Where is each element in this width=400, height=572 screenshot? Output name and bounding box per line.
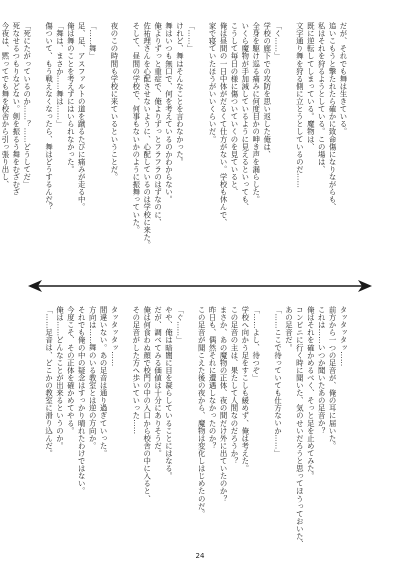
lower-text-block: タッタッタッ…… 前方から一つの足音が、俺の耳に届いた。 これは……いつか聞いたあの足音か？ 俺はそれを確かめるべく、そっと足を止めてみた。 コンビニに行く時に聞いた、気のせいだろうと思ってほうっておいた、 あの足音だ。 「……ここで待っていても仕方ないか……」 「……よし、待つぞ」 学校へ向かう足をすこしも緩めず、俺は考えた。 この足音の主は、果たして人間なのだろうか？ まさか、あの魔物の正体、夜の間だけ外に出ていたのか？ 昨日も、偶然それに遭遇しなかったのか？ この足音が聞こえた後の夜から、魔物は変化しはじめたのだ。 「ぐ……」 やや、俺は暗闇に目を凝らしていることにはなる。 だが、調べてみる価値は十分にありそうだ。 俺は何食わぬ顔で校門の中の入口から校舎の中に入ると、 その足音がした方へ歩いていった…… タッタッタッ…… 間違いない。あの足音は通り過ぎていった。 方向は……舞のいる教室とは逆の方向か。 それでも俺の中の疑念はすっかり晴れたわけではない。 今度こそ、その正体を確かめてやる。 俺は……どんなことが出来るというのか。 「……足音は、どこかの教室に滑り込んだ。: [44, 306, 348, 548]
double-headed-arrow-icon: [28, 279, 372, 293]
upper-text-block: だが、それでも舞は生きている。 追いこもうと撃たれたら確かに致命傷になりながらも、 私はそれを狩るようとしている。この場は、 既に逆転してしまっている。魔物は、 文字通り舞を狩る側に立とうとしているのだ…… 「く……」 学校の廊下での攻防を思い返した俺は、 全身を駆け巡る痛みに何度目かの呻き声を漏らした。 いくら魔物が手加減しているように見えるといっても、 こうして毎日の様に傷ついていくのを見ていると、 俺は昼間の一日中体がだるくて仕方がない。学校も休んで、 家で寝ていたほうがいいくらいだ。 「……」 けれど、舞はそんなことを言わなかった。 舞はいつも無口で、何を考えているのかわからない。 俺よりずっと重症で、俺よりずっとフラフラのはずなのに、 佐祐理さんを心配させないように、心配しているのは学校に来た。 そして、昼間の学校で、何事もないかのように振舞っていた。 夜のこの時間も学校に来ているということだ。 「……舞」 足、足、アスファルトの道を蹴るたびに痛みが走る中。 俺は舞のことを考えずにはいられなかった。 「舞は、まさか……舞は……」 傷ついて、もう戦えなくなったら、舞はどうするんだ？ 「死にたがっているのか……？……どうしてだ」 死なせるつもりなどない。剣を振るう舞をむざむざ 今夜は、黙ってでも舞を校舎から引っ張り出し、: [0, 22, 348, 249]
page-number: 24: [195, 552, 205, 560]
